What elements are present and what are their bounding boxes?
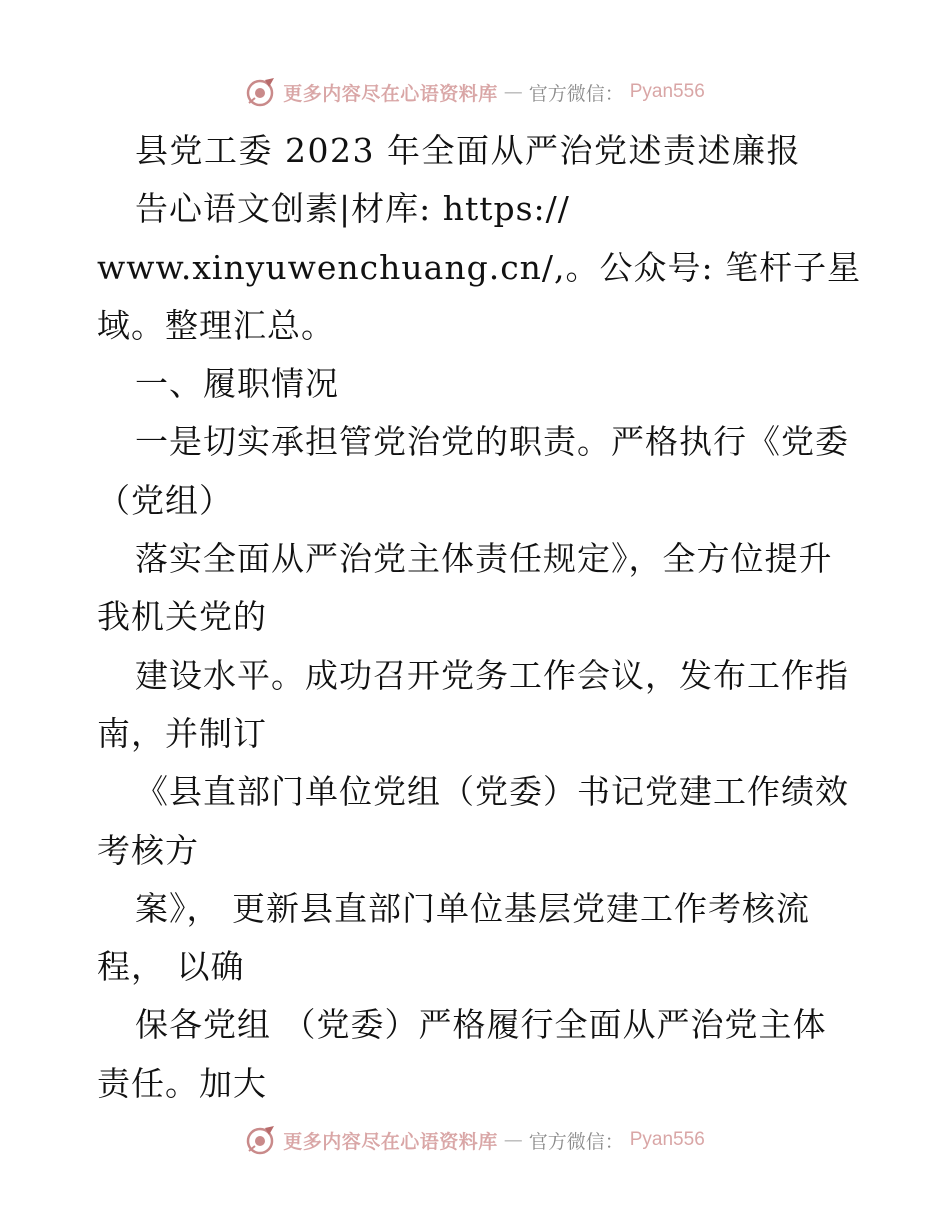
watermark-wechat-id: Pyan556 (629, 81, 705, 102)
document-text-line: 保各党组 （党委）严格履行全面从严治党主体 (135, 1005, 827, 1045)
watermark-official-label: 官方微信： (528, 82, 624, 105)
document-text-line: www.xinyuwenchuang.cn/,。公众号: 笔杆子星 (97, 247, 862, 287)
document-text-line: 南，并制订 (97, 713, 267, 753)
document-text-line: 我机关党的 (97, 597, 267, 637)
header-watermark (0, 72, 950, 112)
document-title-line-2: 告心语文创素|材库: https:// (135, 189, 570, 229)
document-text-line: 考核方 (97, 830, 199, 870)
document-text-line: 一是切实承担管党治党的职责。严格执行《党委 (135, 422, 849, 462)
document-body (97, 122, 862, 1113)
pen-logo-icon (245, 1124, 277, 1156)
document-text-line: 案》， 更新县直部门单位基层党建工作考核流 (135, 888, 810, 928)
document-text-line: 落实全面从严治党主体责任规定》，全方位提升 (135, 539, 833, 579)
document-text-line: 建设水平。成功召开党务工作会议，发布工作指 (135, 655, 849, 695)
watermark-text: 更多内容尽在心语资料库 (283, 1130, 498, 1153)
watermark-wechat-id: Pyan556 (629, 1129, 705, 1150)
watermark-text: 更多内容尽在心语资料库 (283, 82, 498, 105)
document-text-line: （党组） (97, 480, 233, 520)
document-text-line: 责任。加大 (97, 1063, 267, 1103)
watermark-separator: — (503, 81, 523, 103)
watermark-separator: — (503, 1129, 523, 1151)
section-heading: 一、履职情况 (135, 364, 339, 404)
document-title-line-1: 县党工委 2023 年全面从严治党述责述廉报 (135, 131, 801, 170)
document-text-line: 程， 以确 (97, 947, 245, 987)
pen-logo-icon (245, 76, 277, 108)
document-text-line: 域。整理汇总。 (97, 305, 335, 345)
document-text-line: 《县直部门单位党组（党委）书记党建工作绩效 (135, 772, 849, 812)
watermark-official-label: 官方微信： (528, 1130, 624, 1153)
footer-watermark (0, 1120, 950, 1160)
